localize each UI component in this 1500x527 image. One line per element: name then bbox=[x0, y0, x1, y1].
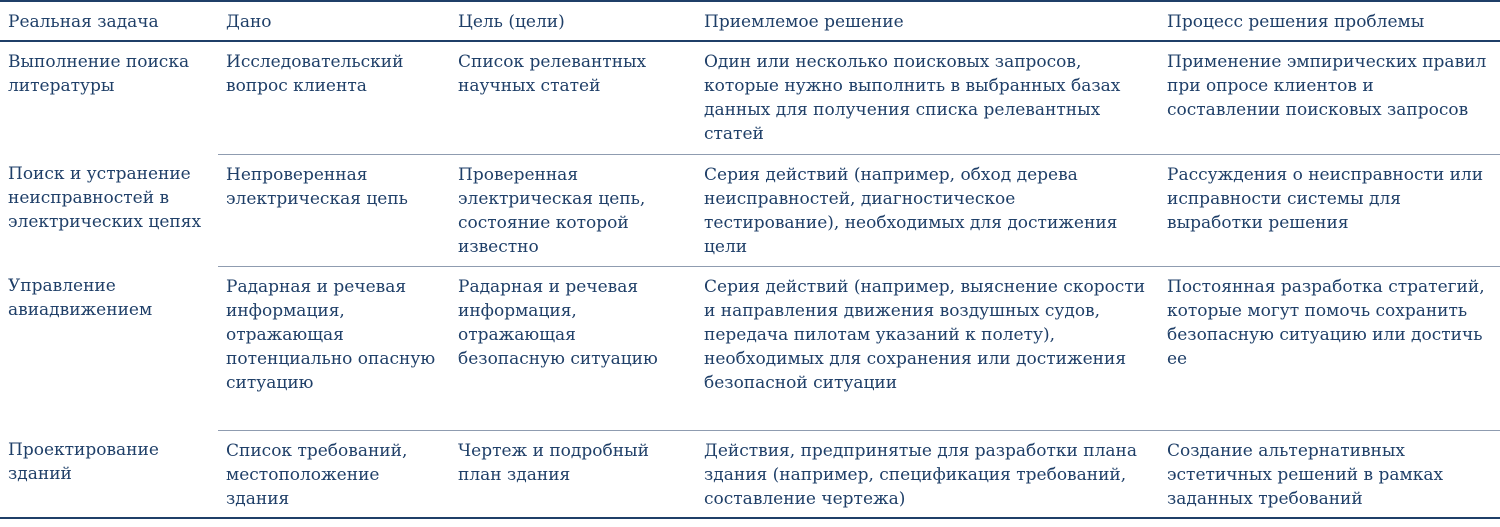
header-real-task: Реальная задача bbox=[0, 1, 218, 41]
cell-given bbox=[218, 41, 450, 154]
cell-goals bbox=[450, 41, 696, 154]
cell-text: Создание альтернативных эстетичных решений в рамках заданных требований bbox=[1167, 440, 1444, 509]
cell-text: Поиск и устранение неисправностей в электрических цепях bbox=[8, 164, 202, 232]
cell-real-task bbox=[0, 154, 218, 266]
table-row bbox=[0, 266, 1500, 430]
cell-text: Исследовательский вопрос клиента bbox=[226, 52, 404, 96]
cell-text: Непроверенная электрическая цепь bbox=[226, 164, 408, 209]
cell-given bbox=[218, 430, 450, 518]
cell-acceptable-solution bbox=[696, 266, 1159, 430]
cell-solving-process bbox=[1159, 266, 1500, 430]
cell-acceptable-solution bbox=[696, 430, 1159, 518]
table-header bbox=[0, 1, 1500, 41]
cell-text: Серия действий (например, обход дерева неисправностей, диагностическое тестирование), необходимых для достижения цели bbox=[704, 164, 1118, 257]
cell-acceptable-solution bbox=[696, 154, 1159, 266]
table-row bbox=[0, 430, 1500, 518]
cell-text: Список требований, местоположение здания bbox=[226, 440, 408, 509]
cell-text: Применение эмпирических правил при опросе клиентов и составлении поисковых запросов bbox=[1167, 52, 1487, 120]
header-goals: Цель (цели) bbox=[450, 1, 696, 41]
cell-text: Радарная и речевая информация, отражающая потенциально опасную ситуацию bbox=[226, 276, 436, 393]
cell-text: Управление авиадвижением bbox=[8, 276, 153, 320]
header-given: Дано bbox=[218, 1, 450, 41]
cell-goals bbox=[450, 154, 696, 266]
table-row bbox=[0, 154, 1500, 266]
cell-text: Серия действий (например, выяснение скорости и направления движения воздушных судов, передача пилотам указаний к полету), необходимых для сохранения или достижения безопасной ситуации bbox=[704, 276, 1146, 393]
cell-text: Проверенная электрическая цепь, состояние которой известно bbox=[458, 164, 646, 257]
table-body bbox=[0, 41, 1500, 518]
cell-real-task bbox=[0, 266, 218, 430]
cell-text: Чертеж и подробный план здания bbox=[458, 440, 649, 485]
cell-solving-process bbox=[1159, 41, 1500, 154]
cell-goals bbox=[450, 430, 696, 518]
cell-text: Проектирование зданий bbox=[8, 440, 159, 484]
cell-text: Постоянная разработка стратегий, которые могут помочь сохранить безопасную ситуацию или достичь ее bbox=[1167, 276, 1485, 369]
cell-solving-process bbox=[1159, 430, 1500, 518]
cell-real-task bbox=[0, 430, 218, 518]
cell-goals bbox=[450, 266, 696, 430]
cell-text: Радарная и речевая информация, отражающая безопасную ситуацию bbox=[458, 276, 658, 369]
cell-solving-process bbox=[1159, 154, 1500, 266]
cell-text: Действия, предпринятые для разработки плана здания (например, спецификация требований, составление чертежа) bbox=[704, 440, 1137, 509]
cell-text: Рассуждения о неисправности или исправности системы для выработки решения bbox=[1167, 164, 1484, 233]
cell-given bbox=[218, 154, 450, 266]
header-acceptable-solution: Приемлемое решение bbox=[696, 1, 1159, 41]
header-solving-process: Процесс решения проблемы bbox=[1159, 1, 1500, 41]
cell-given bbox=[218, 266, 450, 430]
table-row bbox=[0, 41, 1500, 154]
cell-acceptable-solution bbox=[696, 41, 1159, 154]
header-row bbox=[0, 1, 1500, 41]
cell-text: Один или несколько поисковых запросов, которые нужно выполнить в выбранных базах данных для получения списка релевантных статей bbox=[704, 52, 1121, 144]
cell-real-task bbox=[0, 41, 218, 154]
cell-text: Выполнение поиска литературы bbox=[8, 52, 190, 96]
cell-text: Список релевантных научных статей bbox=[458, 52, 647, 96]
